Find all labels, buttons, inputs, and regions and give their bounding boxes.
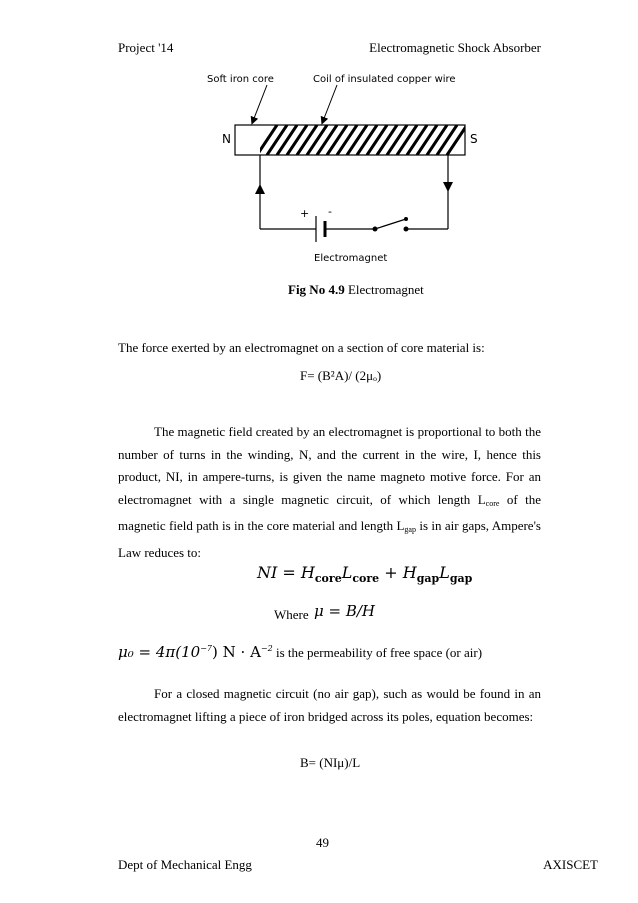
mu-equation: μ = B/H <box>314 602 376 620</box>
soft-iron-pointer <box>253 85 267 121</box>
battery-plus-label: + <box>300 207 310 220</box>
paragraph-closed-circuit: For a closed magnetic circuit (no air gap), such as would be found in an electromagnet lifting a piece of iron bridged across its poles, equation becomes: <box>118 686 541 724</box>
north-pole-label: N <box>222 132 231 146</box>
figure-caption-number: Fig No 4.9 <box>288 282 345 297</box>
battery-minus-label: - <box>328 205 332 218</box>
electromagnet-figure <box>205 68 495 273</box>
footer-right: AXISCET <box>543 857 598 872</box>
current-arrow-up <box>255 184 265 194</box>
mu0-equation: $\mu_0 = 4\pi(10^{-7}) N \cdot A^{-2}$ <box>118 643 273 661</box>
paragraph-magnetomotive: The magnetic field created by an electromagnet is proportional to both the number of turns in the winding, N, and the current in the wire, I, hence this product, NI, in ampere-turns, is given the name magneto motive force. For an electromagnet with a single magnetic circuit, of which length $L_{core}$ of the magnetic field path is in the core material and length $L_{gap}$ is in air gaps, Ampere's Law reduces to: <box>118 424 541 560</box>
coil-pointer <box>323 85 337 121</box>
electromagnet-label: Electromagnet <box>314 253 388 264</box>
switch-contact-right <box>404 227 409 232</box>
soft-iron-label: Soft iron core <box>207 74 274 85</box>
mu0-line <box>118 643 482 661</box>
header-right: Electromagnetic Shock Absorber <box>369 40 541 55</box>
page-number: 49 <box>316 835 329 850</box>
electromagnet-diagram <box>205 68 495 273</box>
force-formula: F= (B²A)/ (2μₒ) <box>300 368 382 383</box>
mu0-description: is the permeability of free space (or air) <box>272 645 483 660</box>
header-left: Project '14 <box>118 40 174 55</box>
ampere-equation: NI = $H_{core}L_{core} + H_{gap}L_{gap}$ <box>257 563 473 585</box>
coil-label: Coil of insulated copper wire <box>313 74 456 85</box>
switch-lever <box>375 219 406 229</box>
current-arrow-down <box>443 182 453 192</box>
intro-text: The force exerted by an electromagnet on a section of core material is: <box>118 340 485 355</box>
b-formula: B= (NIμ)/L <box>300 755 361 770</box>
where-label: Where <box>274 607 309 622</box>
footer-left: Dept of Mechanical Engg <box>118 857 252 872</box>
figure-caption <box>288 282 424 298</box>
south-pole-label: S <box>470 132 478 146</box>
figure-caption-text: Electromagnet <box>344 282 424 297</box>
